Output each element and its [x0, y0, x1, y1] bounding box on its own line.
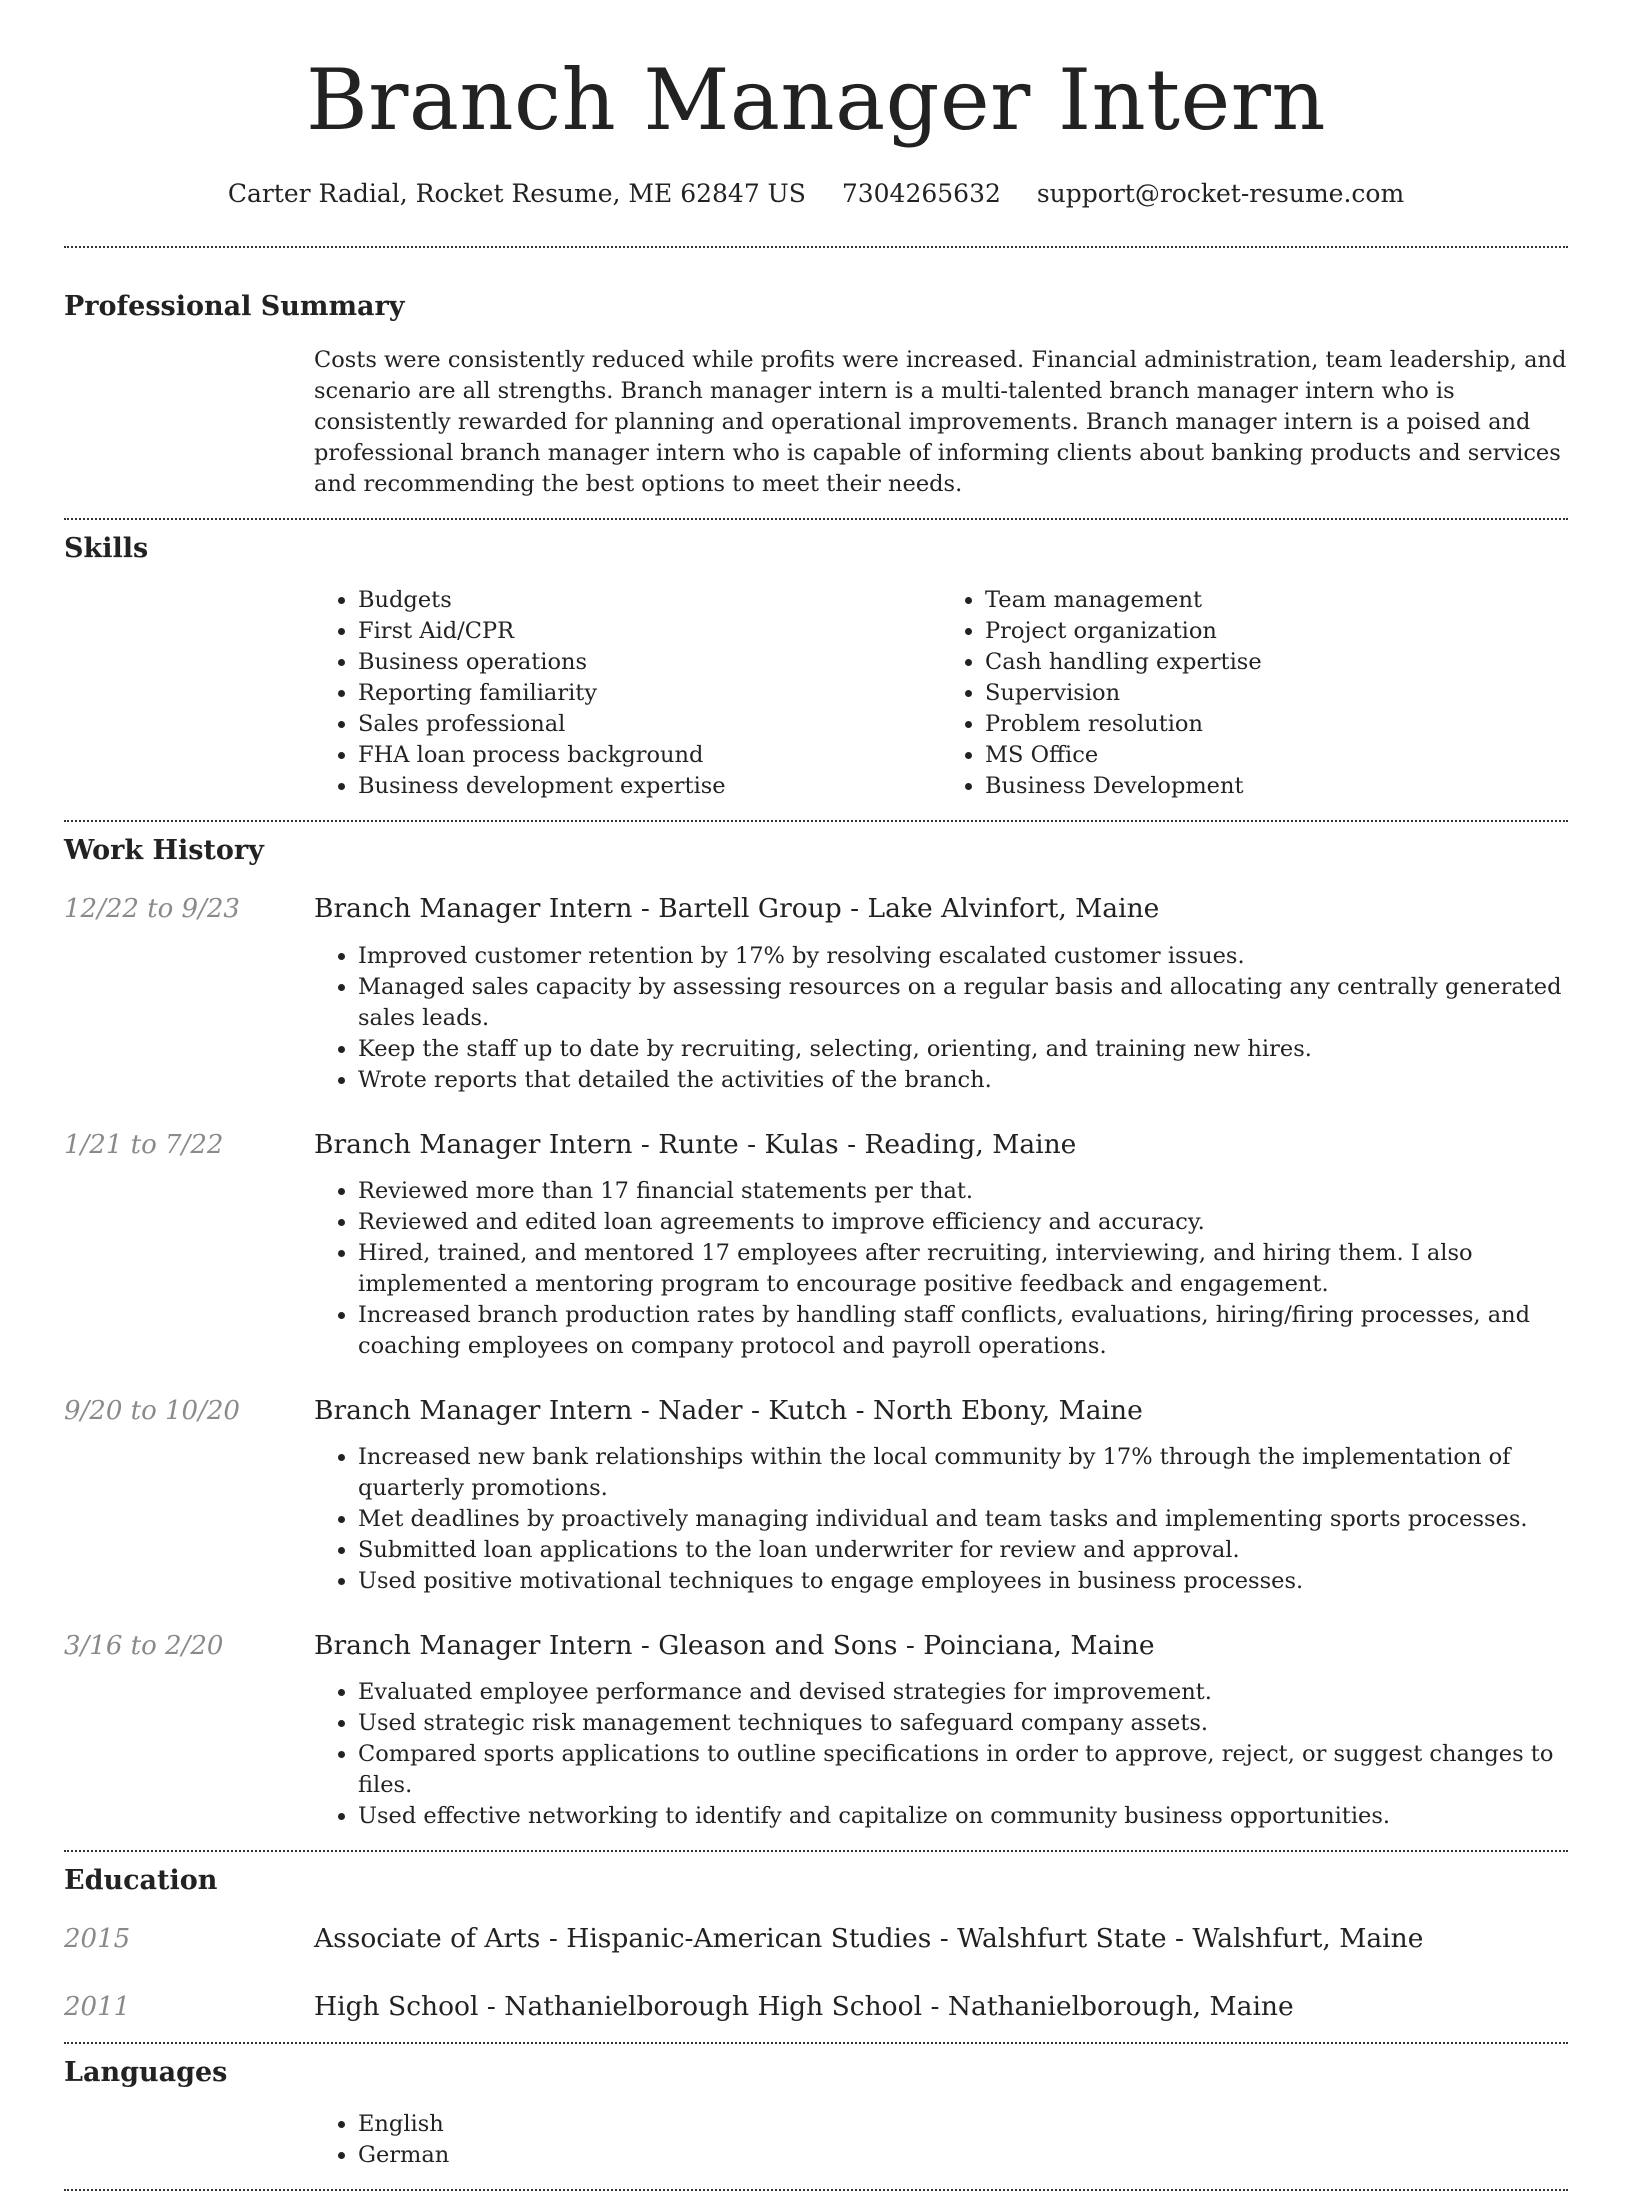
work-bullet: • Wrote reports that detailed the activities of the branch. — [358, 1065, 1568, 1096]
skill-item: • Business Development — [985, 771, 1568, 802]
skill-item: • Reporting familiarity — [358, 678, 941, 709]
education-text: Associate of Arts - Hispanic-American Studies - Walshfurt State - Walshfurt, Maine — [314, 1923, 1424, 1954]
skill-item: • Business development expertise — [358, 771, 941, 802]
section-divider — [64, 820, 1568, 822]
work-bullets — [314, 941, 1568, 1096]
work-title: Work History — [64, 835, 264, 866]
work-heading: Branch Manager Intern - Nader - Kutch - North Ebony, Maine — [314, 1395, 1143, 1426]
skill-item: • Business operations — [358, 647, 941, 678]
language-item: • German — [358, 2140, 1568, 2171]
work-heading: Branch Manager Intern - Gleason and Sons - Poinciana, Maine — [314, 1630, 1155, 1661]
summary-text: Costs were consistently reduced while profits were increased. Financial administration, team leadership, and scenario are all strengths. Branch manager intern is a multi-talented branch manager intern who is consistently rewarded for planning and operational improvements. Branch manager intern is a poised and professional branch manager intern who is capable of informing clients about banking products and services and recommending the best options to meet their needs. — [314, 347, 1567, 497]
skill-item: • Cash handling expertise — [985, 647, 1568, 678]
summary-section — [64, 290, 1568, 500]
work-bullet: • Used effective networking to identify and capitalize on community business opportunities. — [358, 1801, 1568, 1832]
skill-item: • Project organization — [985, 616, 1568, 647]
education-entry — [64, 1990, 1568, 2024]
skill-item: • Sales professional — [358, 709, 941, 740]
work-bullets — [314, 1677, 1568, 1832]
education-text: High School - Nathanielborough High School - Nathanielborough, Maine — [314, 1991, 1294, 2022]
skills-list-left — [314, 585, 941, 802]
work-entry — [64, 1629, 1568, 1832]
work-entry — [64, 1394, 1568, 1597]
work-bullet: • Reviewed more than 17 financial statements per that. — [358, 1176, 1568, 1207]
work-bullet: • Reviewed and edited loan agreements to improve efficiency and accuracy. — [358, 1207, 1568, 1238]
education-entry — [64, 1922, 1568, 1956]
languages-section — [64, 2056, 1568, 2171]
work-bullet: • Increased branch production rates by handling staff conflicts, evaluations, hiring/firing processes, and coaching employees on company protocol and payroll operations. — [358, 1300, 1568, 1362]
work-bullet: • Met deadlines by proactively managing individual and team tasks and implementing sports processes. — [358, 1504, 1568, 1535]
skills-spacer — [64, 585, 314, 802]
contact-address: Carter Radial, Rocket Resume, ME 62847 US — [227, 179, 806, 208]
work-bullet: • Increased new bank relationships within the local community by 17% through the implementation of quarterly promotions. — [358, 1442, 1568, 1504]
skill-item: • Problem resolution — [985, 709, 1568, 740]
skills-list-right — [941, 585, 1568, 802]
education-year: 2011 — [64, 1992, 131, 2022]
skill-item: • MS Office — [985, 740, 1568, 771]
skills-title: Skills — [64, 533, 149, 564]
languages-title: Languages — [64, 2057, 228, 2088]
section-divider — [64, 1850, 1568, 1852]
languages-spacer — [64, 2109, 314, 2171]
work-bullet: • Managed sales capacity by assessing resources on a regular basis and allocating any centrally generated sales leads. — [358, 972, 1568, 1034]
education-year: 2015 — [64, 1924, 131, 1954]
work-bullets — [314, 1176, 1568, 1362]
skill-item: • Supervision — [985, 678, 1568, 709]
work-heading: Branch Manager Intern - Runte - Kulas - Reading, Maine — [314, 1129, 1077, 1160]
work-bullets — [314, 1442, 1568, 1597]
work-bullet: • Evaluated employee performance and devised strategies for improvement. — [358, 1677, 1568, 1708]
summary-row — [64, 345, 1568, 500]
work-bullet: • Used strategic risk management techniques to safeguard company assets. — [358, 1708, 1568, 1739]
skill-item: • Team management — [985, 585, 1568, 616]
work-bullet: • Submitted loan applications to the loan underwriter for review and approval. — [358, 1535, 1568, 1566]
section-divider — [64, 246, 1568, 248]
language-item: • English — [358, 2109, 1568, 2140]
contact-line — [64, 178, 1568, 210]
summary-spacer — [64, 345, 314, 500]
summary-title: Professional Summary — [64, 291, 405, 322]
contact-email: support@rocket-resume.com — [1036, 179, 1405, 208]
work-dates: 9/20 to 10/20 — [64, 1396, 240, 1426]
work-bullet: • Keep the staff up to date by recruiting, selecting, orienting, and training new hires. — [358, 1034, 1568, 1065]
skill-item: • Budgets — [358, 585, 941, 616]
skill-item: • First Aid/CPR — [358, 616, 941, 647]
work-dates: 1/21 to 7/22 — [64, 1130, 224, 1160]
work-section — [64, 834, 1568, 1832]
work-entry — [64, 892, 1568, 1096]
work-dates: 12/22 to 9/23 — [64, 894, 240, 924]
section-divider — [64, 2042, 1568, 2044]
resume-name: Branch Manager Intern — [305, 51, 1327, 149]
skills-section — [64, 532, 1568, 802]
section-divider — [64, 518, 1568, 520]
education-section — [64, 1864, 1568, 2024]
work-bullet: • Improved customer retention by 17% by resolving escalated customer issues. — [358, 941, 1568, 972]
languages-list — [314, 2109, 1568, 2171]
work-heading: Branch Manager Intern - Bartell Group - Lake Alvinfort, Maine — [314, 893, 1160, 924]
skill-item: • FHA loan process background — [358, 740, 941, 771]
work-entry — [64, 1128, 1568, 1362]
work-dates: 3/16 to 2/20 — [64, 1631, 224, 1661]
work-bullet: • Used positive motivational techniques to engage employees in business processes. — [358, 1566, 1568, 1597]
contact-phone: 7304265632 — [841, 179, 1001, 208]
skills-row — [64, 585, 1568, 802]
education-title: Education — [64, 1865, 218, 1896]
work-bullet: • Hired, trained, and mentored 17 employees after recruiting, interviewing, and hiring them. I also implemented a mentoring program to encourage positive feedback and engagement. — [358, 1238, 1568, 1300]
work-bullet: • Compared sports applications to outline specifications in order to approve, reject, or suggest changes to files. — [358, 1739, 1568, 1801]
languages-row — [64, 2109, 1568, 2171]
